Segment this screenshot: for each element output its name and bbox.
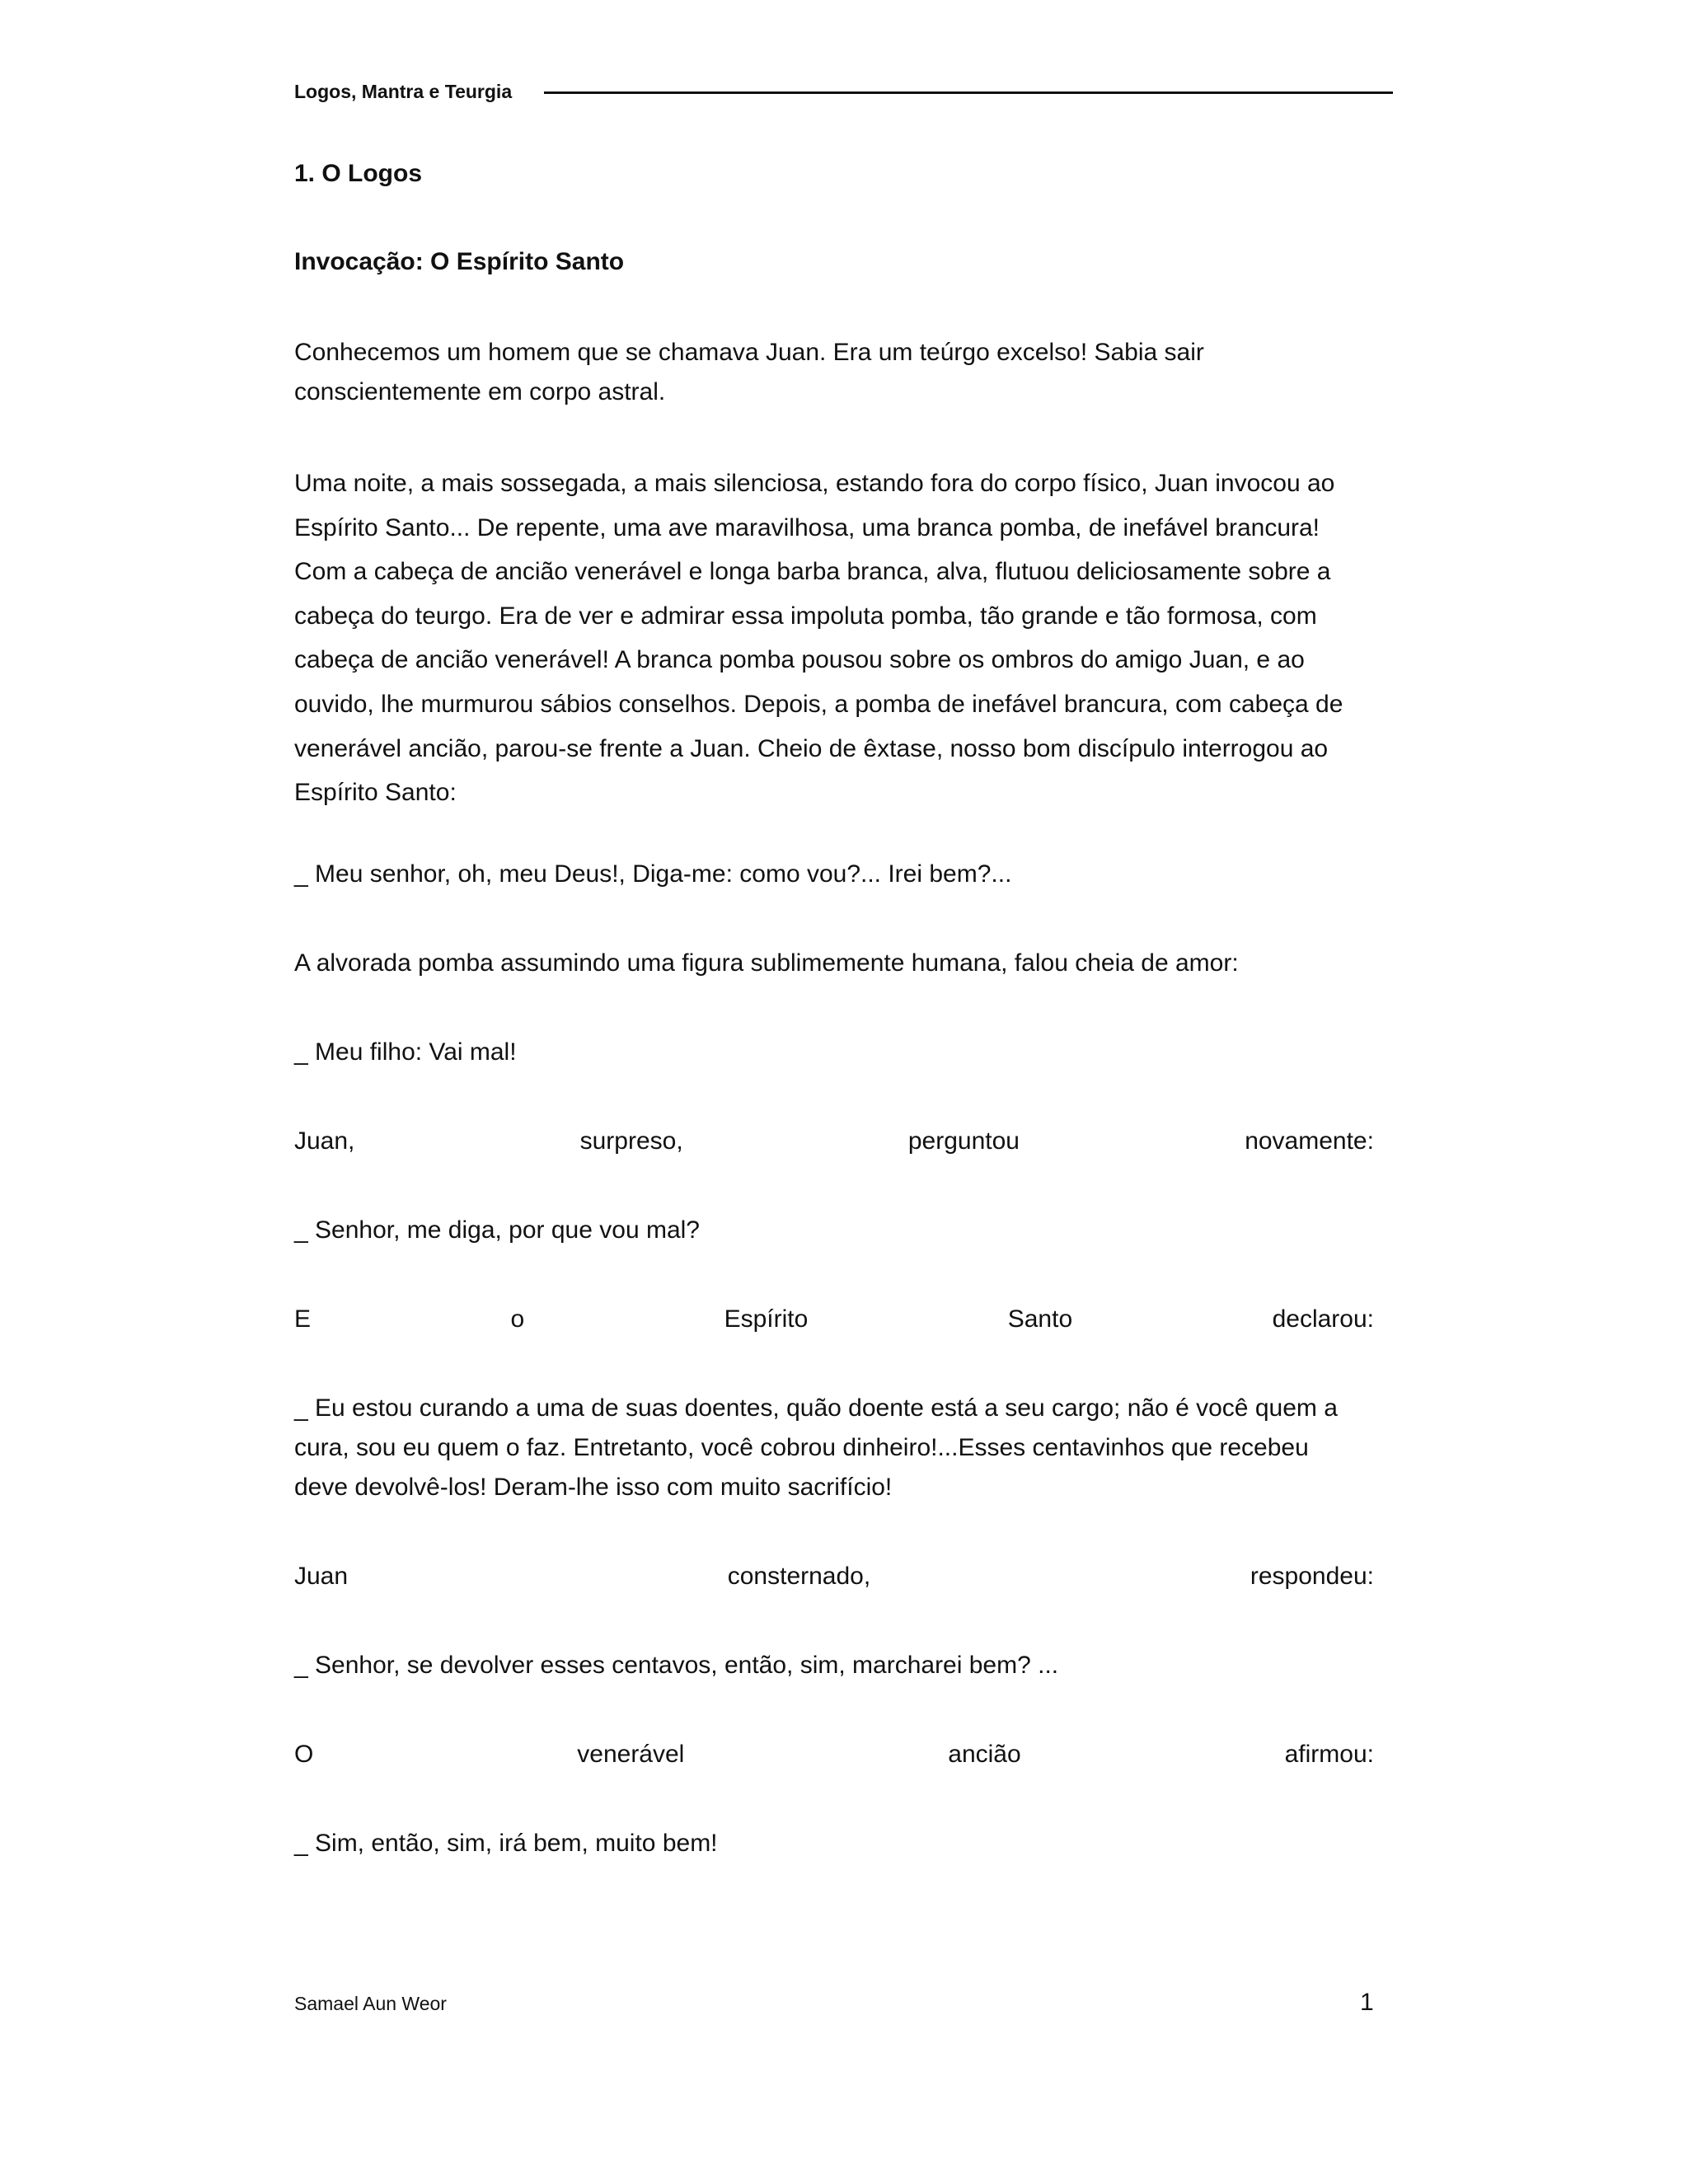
dialogue-line: _ Meu filho: Vai mal! xyxy=(294,1038,517,1066)
page-number: 1 xyxy=(1360,1989,1374,2016)
justified-word: Juan xyxy=(294,1562,349,1590)
justified-word: respondeu: xyxy=(1250,1562,1374,1590)
page-content xyxy=(294,157,1374,1913)
paragraph-narration: A alvorada pomba assumindo uma figura sublimemente humana, falou cheia de amor: xyxy=(294,949,1239,977)
justified-word: perguntou xyxy=(907,1127,1020,1155)
section-subheading: Invocação: O Espírito Santo xyxy=(294,248,625,275)
justified-word: Espírito xyxy=(724,1305,809,1333)
paragraph-intro: Conhecemos um homem que se chamava Juan. Era um teúrgo excelso! Sabia sair conscientemente em corpo astral. xyxy=(294,339,1204,405)
paragraph-invocation: Uma noite, a mais sossegada, a mais silenciosa, estando fora do corpo físico, Juan invocou ao Espírito Santo... De repente, uma ave maravilhosa, uma branca pomba, de inefável brancura! Com a cabeça de ancião venerável e longa barba branca, alva, flutuou deliciosamente sobre a cabeça do teurgo. Era de ver e admirar essa impoluta pomba, tão grande e tão formosa, com cabeça de ancião venerável! A branca pomba pousou sobre os ombros do amigo Juan, e ao ouvido, lhe murmurou sábios conselhos. Depois, a pomba de inefável brancura, com cabeça de venerável ancião, parou-se frente a Juan. Cheio de êxtase, nosso bom discípulo interrogou ao Espírito Santo: xyxy=(294,470,1343,807)
justified-word: venerável xyxy=(577,1740,685,1768)
footer-author: Samael Aun Weor xyxy=(294,1993,447,2014)
section-heading: 1. O Logos xyxy=(294,160,423,187)
dialogue-line: _ Eu estou curando a uma de suas doentes, quão doente está a seu cargo; não é você quem a cura, sou eu quem o faz. Entretanto, você cobrou dinheiro!...Esses centavinhos que recebeu deve devolvê-los! Deram-lhe isso com muito sacrifício! xyxy=(294,1394,1338,1501)
justified-word: o xyxy=(510,1305,525,1333)
justified-line xyxy=(294,1735,1374,1774)
dialogue-line: _ Senhor, me diga, por que vou mal? xyxy=(294,1216,700,1244)
justified-line xyxy=(294,1557,1374,1596)
justified-word: O xyxy=(294,1740,314,1768)
header-rule xyxy=(544,91,1393,94)
dialogue-line: _ Senhor, se devolver esses centavos, então, sim, marcharei bem? ... xyxy=(294,1651,1059,1679)
dialogue-line: _ Sim, então, sim, irá bem, muito bem! xyxy=(294,1829,718,1857)
justified-word: novamente: xyxy=(1245,1127,1374,1155)
justified-word: declarou: xyxy=(1272,1305,1374,1333)
justified-line xyxy=(294,1300,1374,1339)
justified-word: afirmou: xyxy=(1284,1740,1374,1768)
justified-word: E xyxy=(294,1305,312,1333)
running-header-title: Logos, Mantra e Teurgia xyxy=(294,81,513,102)
justified-line xyxy=(294,1122,1374,1161)
justified-word: Juan, xyxy=(294,1127,355,1155)
dialogue-line: _ Meu senhor, oh, meu Deus!, Diga-me: como vou?... Irei bem?... xyxy=(294,860,1012,888)
justified-word: surpreso, xyxy=(579,1127,683,1155)
justified-word: consternado, xyxy=(727,1562,871,1590)
justified-word: Santo xyxy=(1007,1305,1073,1333)
justified-word: ancião xyxy=(948,1740,1021,1768)
